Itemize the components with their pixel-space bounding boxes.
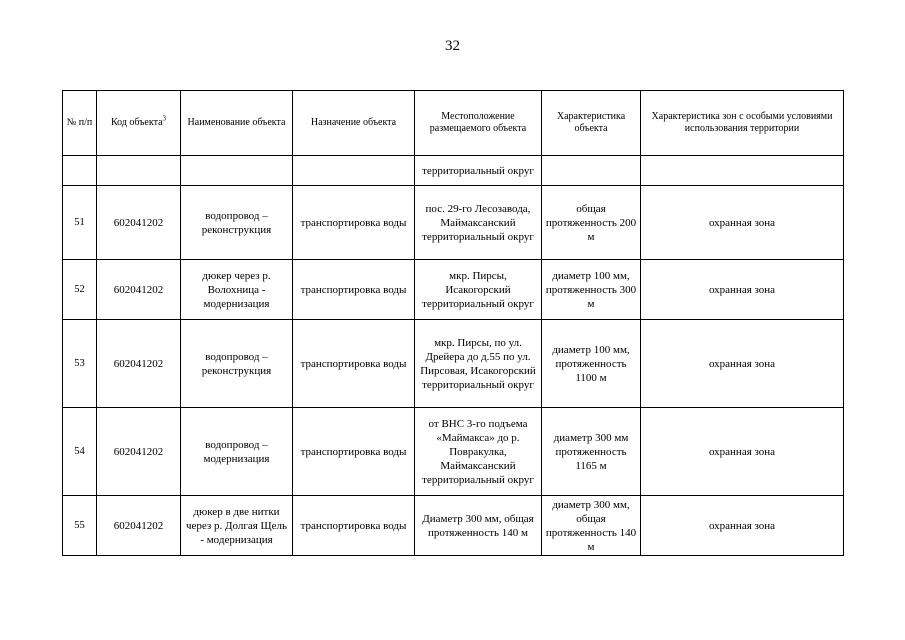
cell-zones: охранная зона <box>641 320 844 408</box>
cell-characteristic: диаметр 100 мм, протяженность 300 м <box>542 260 641 320</box>
cell-num: 52 <box>63 260 97 320</box>
cell-purpose <box>293 156 415 186</box>
cell-location: территориальный округ <box>415 156 542 186</box>
cell-zones: охранная зона <box>641 408 844 496</box>
cell-characteristic: диаметр 300 мм, общая протяженность 140 м <box>542 496 641 556</box>
table-row-continuation <box>63 156 844 186</box>
objects-table <box>62 90 844 556</box>
cell-characteristic: диаметр 300 мм протяженность 1165 м <box>542 408 641 496</box>
cell-characteristic <box>542 156 641 186</box>
cell-location: от ВНС 3-го подъема «Маймакса» до р. Повракулка, Маймаксанский территориальный округ <box>415 408 542 496</box>
cell-location: мкр. Пирсы, по ул. Дрейера до д.55 по ул. Пирсовая, Исакогорский территориальный округ <box>415 320 542 408</box>
header-code-label: Код объекта <box>110 117 163 128</box>
cell-location: мкр. Пирсы, Исакогорский территориальный округ <box>415 260 542 320</box>
cell-purpose: транспортировка воды <box>293 260 415 320</box>
header-code-footnote: 3 <box>162 114 167 123</box>
cell-zones: охранная зона <box>641 496 844 556</box>
header-purpose: Назначение объекта <box>293 91 415 156</box>
cell-name: водопровод – модернизация <box>181 408 293 496</box>
table-row <box>63 496 844 556</box>
cell-zones: охранная зона <box>641 186 844 260</box>
cell-name: водопровод – реконструкция <box>181 320 293 408</box>
cell-purpose: транспортировка воды <box>293 320 415 408</box>
cell-zones <box>641 156 844 186</box>
table-row <box>63 320 844 408</box>
cell-zones: охранная зона <box>641 260 844 320</box>
cell-code: 602041202 <box>97 186 181 260</box>
header-name: Наименование объекта <box>181 91 293 156</box>
cell-num: 55 <box>63 496 97 556</box>
cell-name: водопровод – реконструкция <box>181 186 293 260</box>
cell-code: 602041202 <box>97 260 181 320</box>
cell-code: 602041202 <box>97 408 181 496</box>
header-zones: Характеристика зон с особыми условиями использования территории <box>641 91 844 156</box>
header-location: Местоположение размещаемого объекта <box>415 91 542 156</box>
cell-num: 51 <box>63 186 97 260</box>
header-characteristic: Характеристика объекта <box>542 91 641 156</box>
header-num: № п/п <box>63 91 97 156</box>
cell-num <box>63 156 97 186</box>
cell-name <box>181 156 293 186</box>
cell-location: Диаметр 300 мм, общая протяженность 140 м <box>415 496 542 556</box>
cell-code <box>97 156 181 186</box>
cell-code: 602041202 <box>97 320 181 408</box>
cell-purpose: транспортировка воды <box>293 186 415 260</box>
table-row <box>63 186 844 260</box>
table-row <box>63 260 844 320</box>
header-row <box>63 91 844 156</box>
cell-name: дюкер через р. Волохница - модернизация <box>181 260 293 320</box>
header-code <box>97 91 181 156</box>
cell-code: 602041202 <box>97 496 181 556</box>
cell-num: 53 <box>63 320 97 408</box>
cell-purpose: транспортировка воды <box>293 408 415 496</box>
cell-purpose: транспортировка воды <box>293 496 415 556</box>
cell-location: пос. 29-го Лесозавода, Маймаксанский территориальный округ <box>415 186 542 260</box>
page-number: 32 <box>445 38 460 54</box>
cell-name: дюкер в две нитки через р. Долгая Щель - модернизация <box>181 496 293 556</box>
cell-characteristic: диаметр 100 мм, протяженность 1100 м <box>542 320 641 408</box>
cell-characteristic: общая протяженность 200 м <box>542 186 641 260</box>
cell-num: 54 <box>63 408 97 496</box>
table-row <box>63 408 844 496</box>
